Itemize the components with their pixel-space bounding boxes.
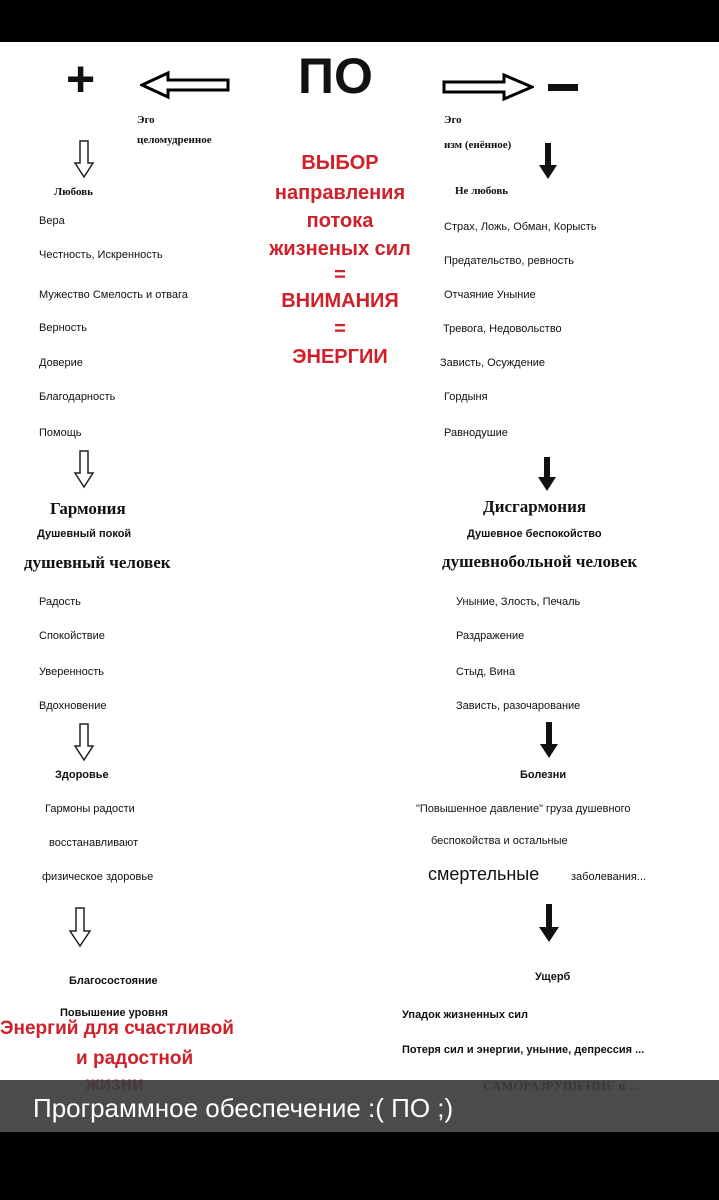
right-quality: Равнодушие	[444, 427, 508, 439]
center-life-forces: жизненых сил	[269, 238, 411, 260]
left-quality: Доверие	[39, 357, 83, 369]
center-flow: потока	[306, 210, 374, 232]
left-ego-chaste: целомудренное	[137, 134, 212, 146]
center-equals-2: =	[334, 318, 346, 340]
left-person: душевный человек	[24, 553, 171, 572]
left-outline-arrow-icon	[140, 70, 230, 100]
right-quality: Зависть, Осуждение	[440, 357, 546, 369]
center-attention: ВНИМАНИЯ	[281, 290, 399, 312]
down-outline-arrow-icon	[68, 906, 92, 948]
right-ego-label: Эго	[444, 114, 462, 126]
right-state: Стыд, Вина	[456, 666, 516, 678]
center-direction: направления	[274, 182, 406, 204]
diagram-title: ПО	[298, 48, 373, 104]
left-raise-level: Повышение уровня	[60, 1007, 168, 1019]
down-solid-arrow-icon	[538, 902, 560, 944]
left-quality: Честность, Искренность	[39, 249, 163, 261]
left-quality: Благодарность	[39, 391, 116, 403]
right-illness-line: "Повышенное давление" груза душевного	[416, 803, 631, 815]
center-equals-1: =	[334, 264, 346, 286]
right-ego-changed: изм (енённое)	[444, 139, 512, 151]
plus-sign: +	[66, 51, 96, 107]
right-state: Раздражение	[456, 630, 525, 642]
minus-sign-text: –	[548, 84, 549, 85]
left-harmony: Гармония	[50, 499, 126, 518]
left-peace: Душевный покой	[37, 528, 132, 540]
right-decline: Упадок жизненных сил	[402, 1009, 528, 1021]
right-quality: Страх, Ложь, Обман, Корысть	[444, 221, 597, 233]
left-quality: Верность	[39, 322, 88, 334]
down-outline-arrow-icon	[73, 722, 95, 762]
diagram-sheet	[0, 42, 719, 1132]
center-energy: ЭНЕРГИИ	[292, 346, 388, 368]
right-quality: Тревога, Недовольство	[443, 323, 562, 335]
left-state: Радость	[39, 596, 81, 608]
right-illness-line: беспокойства и остальные	[431, 835, 568, 847]
right-not-love: Не любовь	[455, 185, 509, 197]
right-illness-diseases: заболевания...	[571, 871, 647, 883]
down-outline-arrow-icon	[73, 449, 95, 489]
left-health-line: физическое здоровье	[42, 871, 154, 883]
down-solid-arrow-icon	[537, 455, 557, 493]
left-state: Вдохновение	[39, 700, 107, 712]
right-loss: Потеря сил и энергии, уныние, депрессия ...	[402, 1044, 645, 1056]
down-solid-arrow-icon	[539, 720, 559, 760]
right-quality: Отчаяние Уныние	[444, 289, 536, 301]
left-quality: Помощь	[39, 427, 82, 439]
right-state: Зависть, разочарование	[456, 700, 581, 712]
left-state: Спокойствие	[39, 630, 105, 642]
left-quality: Мужество Смелость и отвага	[39, 289, 188, 301]
image-caption: Программное обеспечение :( ПО ;)	[33, 1093, 454, 1123]
left-ego-label: Эго	[137, 114, 155, 126]
right-outline-arrow-icon	[442, 72, 534, 102]
right-illness-mortal: смертельные	[428, 864, 540, 884]
left-health: Здоровье	[55, 769, 109, 781]
right-unrest: Душевное беспокойство	[467, 528, 602, 540]
right-damage: Ущерб	[535, 971, 571, 983]
right-person: душевнобольной человек	[442, 552, 638, 571]
left-health-line: Гармоны радости	[45, 803, 135, 815]
left-quality: Вера	[39, 215, 65, 227]
right-disharmony: Дисгармония	[483, 497, 587, 516]
left-energy-line: и радостной	[76, 1048, 194, 1069]
down-solid-arrow-icon	[538, 141, 558, 181]
left-state: Уверенность	[39, 666, 104, 678]
right-illness: Болезни	[520, 769, 567, 781]
right-state: Уныние, Злость, Печаль	[456, 596, 581, 608]
center-choice: ВЫБОР	[301, 152, 379, 174]
right-quality: Гордыня	[444, 391, 488, 403]
left-love: Любовь	[54, 186, 93, 198]
left-health-line: восстанавливают	[49, 837, 139, 849]
down-outline-arrow-icon	[73, 139, 95, 179]
right-quality: Предательство, ревность	[444, 255, 575, 267]
left-wellbeing: Благосостояние	[69, 975, 158, 987]
left-energy-line: Энергий для счастливой	[0, 1018, 234, 1039]
